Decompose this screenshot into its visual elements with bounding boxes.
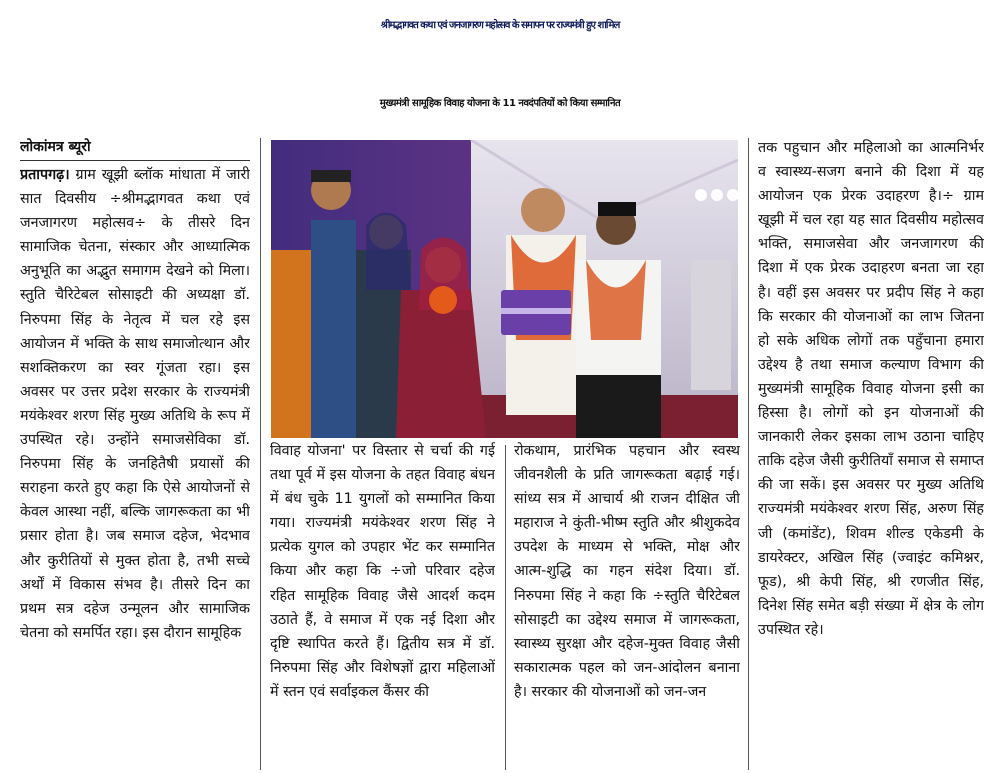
column-4-text: तक पहुचान और महिलाओ का आत्मनिर्भर व स्वास्थ्य-सजग बनाने की दिशा में यह आयोजन एक प्रेरक उदाहरण है।÷ ग्राम खूझी में चल रहा यह सात दिवसीय महोत्सव भक्ति, समाजसेवा और जनजागरण की दिशा में एक प्रेरक उदाहरण बनता जा रहा है। वहीं इस अवसर पर प्रदीप सिंह ने कहा कि सरकार की योजनाओं का लाभ जितना हो सके अधिक लोगों तक पहुँचाना हमारा उद्देश्य है तथा समाज कल्याण विभाग की मुख्यमंत्री सामूहिक विवाह योजना इसी का हिस्सा है। लोगों को इन योजनाओं की जानकारी लेकर इसका लाभ उठाना चाहिए ताकि दहेज जैसी कुरीतियाँ समाज से समाप्त की जा सकें। इस अवसर पर मुख्य अतिथि राज्यमंत्री मयंकेश्वर शरण सिंह, अरुण सिंह जी (कमांडेंट), शिवम शील्ड एकेडमी के डायरेक्टर, अखिल सिंह (ज्वाइंट कमिश्नर, फूड), श्री केपी सिंह, श्री रणजीत सिंह, दिनेश सिंह समेत बड़ी संख्या में क्षेत्र के लोग उपस्थित रहे। — [758, 140, 984, 638]
byline: लोकांमत्र ब्यूरो — [20, 136, 250, 161]
sub-headline: मुख्यमंत्री सामूहिक विवाह योजना के 11 नवदंपतियों को किया सम्मानित — [379, 98, 621, 109]
column-3-text: रोकथाम, प्रारंभिक पहचान और स्वस्थ जीवनशैली के प्रति जागरूकता बढ़ाई गई। सांध्य सत्र में आचार्य श्री राजन दीक्षित जी महाराज ने कुंती-भीष्म स्तुति और श्रीशुकदेव उपदेश के माध्यम से भक्ति, मोक्ष और आत्म-शुद्धि का गहन संदेश दिया। डॉ. निरुपमा सिंह ने कहा कि ÷स्तुति चैरिटेबल सोसाइटी का उद्देश्य समाज में जागरूकता, स्वास्थ्य सुरक्षा और दहेज-मुक्त विवाह जैसी सकारात्मक पहल को जन-आंदोलन बनाना है। सरकार की योजनाओं को जन-जन — [514, 443, 740, 700]
article-column-4 — [758, 136, 984, 770]
column-divider-2 — [748, 138, 749, 770]
column-divider-3 — [505, 445, 506, 770]
article-column-1 — [20, 136, 250, 770]
article-column-2 — [270, 439, 495, 770]
column-divider-1 — [260, 138, 261, 770]
dateline: प्रतापगढ़। — [20, 167, 70, 183]
column-1-text: ग्राम खूझी ब्लॉक मांधाता में जारी सात दिवसीय ÷श्रीमद्भागवत कथा एवं जनजागरण महोत्सव÷ के तीसरे दिन सामाजिक चेतना, संस्कार और आध्यात्मिक अनुभूति का अद्भुत समागम देखने को मिला। स्तुति चैरिटेबल सोसाइटी की अध्यक्षा डॉ. निरुपमा सिंह के नेतृत्व में चल रहे इस आयोजन में भक्ति के साथ समाजोत्थान और सशक्तिकरण का स्वर गूंजता रहा। इस अवसर पर उत्तर प्रदेश सरकार के राज्यमंत्री मयंकेश्वर शरण सिंह मुख्य अतिथि के रूप में उपस्थित रहे। उन्होंने समाजसेविका डॉ. निरुपमा सिंह के जनहितैषी प्रयासों की सराहना करते हुए कहा कि ऐसे आयोजनों से केवल आस्था नहीं, बल्कि जागरूकता का भी प्रसार होता है। जब समाज दहेज, भेदभाव और कुरीतियों से मुक्त होता है, तभी सच्चे अर्थों में विकास संभव है। तीसरे दिन का प्रथम सत्र दहेज उन्मूलन और सामाजिक चेतना को समर्पित रहा। इस दौरान सामूहिक — [20, 167, 250, 641]
article-column-3 — [514, 439, 740, 770]
column-2-text: विवाह योजना' पर विस्तार से चर्चा की गई तथा पूर्व में इस योजना के तहत विवाह बंधन में बंध चुके 11 युगलों को सम्मानित किया गया। राज्यमंत्री मयंकेश्वर शरण सिंह ने प्रत्येक युगल को उपहार भेंट कर सम्मानित किया और कहा कि ÷जो परिवार दहेज रहित सामूहिक विवाह जैसे आदर्श कदम उठाते हैं, वे समाज में एक नई दिशा और दृष्टि स्थापित करते हैं। द्वितीय सत्र में डॉ. निरुपमा सिंह और विशेषज्ञों द्वारा महिलाओं में स्तन एवं सर्वाइकल कैंसर की — [270, 443, 495, 700]
main-headline: श्रीमद्भागवत कथा एवं जनजागरण महोत्सव के समापन पर राज्यमंत्री हुए शामिल — [380, 20, 620, 31]
event-photo-illustration — [271, 140, 738, 438]
event-photo — [271, 140, 738, 438]
